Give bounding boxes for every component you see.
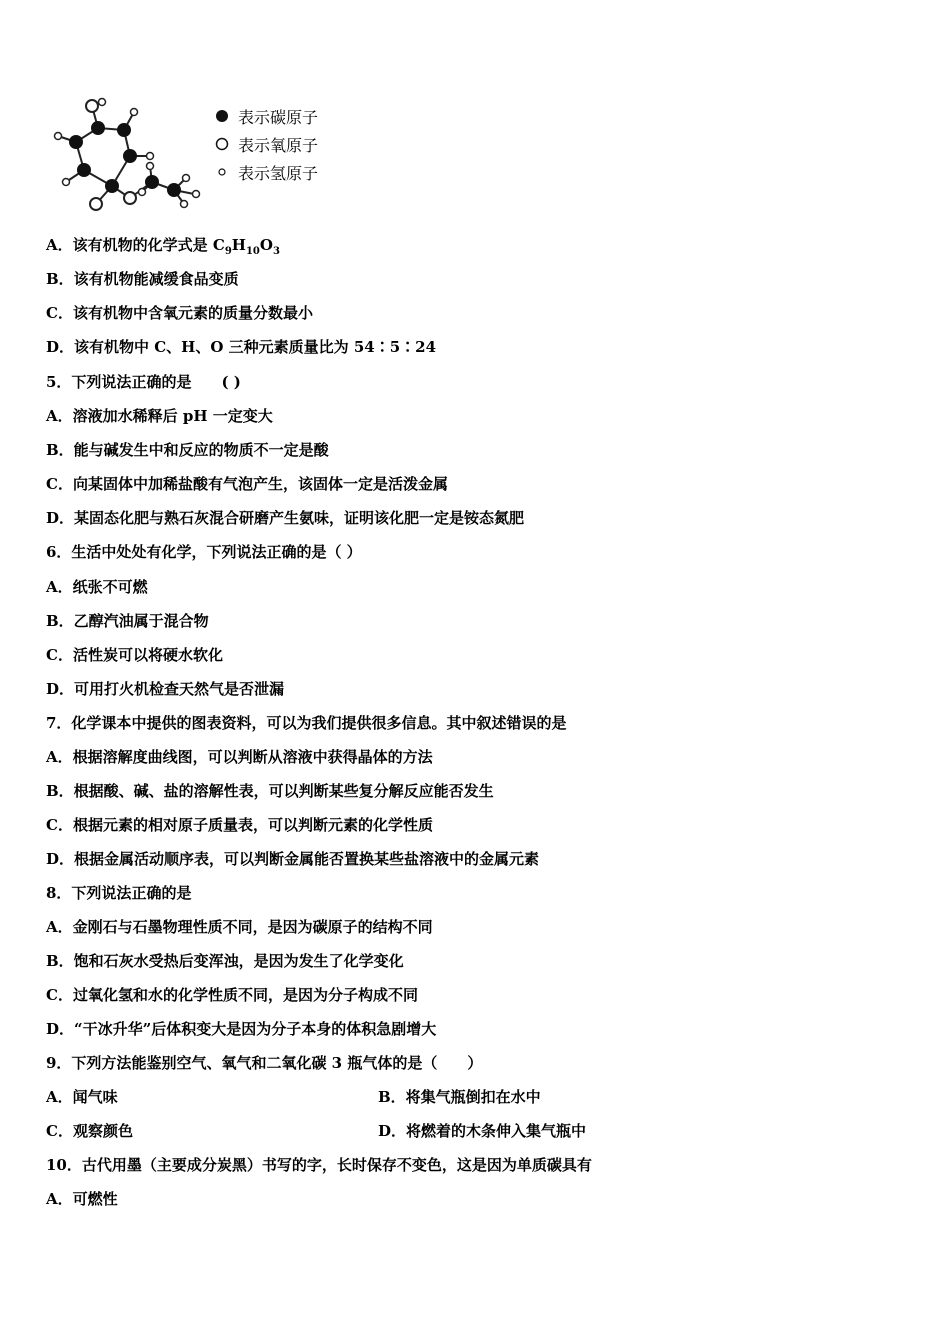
- q5-option-a: A．溶液加水稀释后 pH 一定变大: [46, 407, 273, 425]
- q5-option-c: C．向某固体中加稀盐酸有气泡产生，该固体一定是活泼金属: [46, 475, 448, 493]
- legend-label: 表示碳原子: [238, 107, 319, 127]
- small-circle-icon: [214, 165, 230, 179]
- q9-option-b: B．将集气瓶倒扣在水中: [378, 1088, 541, 1106]
- q6-option-b: B．乙醇汽油属于混合物: [46, 612, 209, 630]
- q8-stem: 8．下列说法正确的是: [46, 884, 192, 902]
- q8-option-a: A．金刚石与石墨物理性质不同，是因为碳原子的结构不同: [46, 918, 433, 936]
- q7-stem: 7．化学课本中提供的图表资料，可以为我们提供很多信息。其中叙述错误的是: [46, 714, 567, 732]
- legend-item-carbon: [214, 102, 318, 130]
- q6-option-d: D．可用打火机检查天然气是否泄漏: [46, 680, 285, 698]
- q5-option-b: B．能与碱发生中和反应的物质不一定是酸: [46, 441, 329, 459]
- q6-stem: 6．生活中处处有化学，下列说法正确的是（ ）: [46, 543, 362, 561]
- q10-stem: 10．古代用墨（主要成分炭黑）书写的字，长时保存不变色，这是因为单质碳具有: [46, 1156, 592, 1174]
- legend-label: 表示氧原子: [238, 135, 319, 155]
- q7-option-c: C．根据元素的相对原子质量表，可以判断元素的化学性质: [46, 816, 433, 834]
- q8-option-c: C．过氧化氢和水的化学性质不同，是因为分子构成不同: [46, 986, 418, 1004]
- q7-option-a: A．根据溶解度曲线图，可以判断从溶液中获得晶体的方法: [46, 748, 433, 766]
- legend-item-oxygen: [214, 130, 318, 158]
- q9-option-c: C．观察颜色: [46, 1122, 133, 1140]
- filled-circle-icon: [214, 109, 230, 123]
- q9-stem: 9．下列方法能鉴别空气、氧气和二氧化碳 3 瓶气体的是（ ）: [46, 1054, 483, 1072]
- q6-option-a: A．纸张不可燃: [46, 578, 148, 596]
- q4-option-a: A．该有机物的化学式是 $C_9H_{10}O_3$: [46, 236, 280, 257]
- q10-option-a: A．可燃性: [46, 1190, 118, 1208]
- q4-option-b: B．该有机物能减缓食品变质: [46, 270, 239, 288]
- q5-option-d: D．某固态化肥与熟石灰混合研磨产生氨味，证明该化肥一定是铵态氮肥: [46, 509, 525, 527]
- q4-option-d: D．该有机物中 C、H、O 三种元素质量比为 54∶5∶24: [46, 338, 437, 356]
- q5-stem: 5．下列说法正确的是 ( ): [46, 373, 241, 391]
- molecule-structure-figure: [44, 94, 224, 218]
- q8-option-d: D．“干冰升华”后体积变大是因为分子本身的体积急剧增大: [46, 1020, 437, 1038]
- q6-option-c: C．活性炭可以将硬水软化: [46, 646, 223, 664]
- legend-label: 表示氢原子: [238, 163, 319, 183]
- open-circle-icon: [214, 137, 230, 151]
- legend-item-hydrogen: [214, 158, 318, 186]
- q7-option-d: D．根据金属活动顺序表，可以判断金属能否置换某些盐溶液中的金属元素: [46, 850, 540, 868]
- q9-option-d: D．将燃着的木条伸入集气瓶中: [378, 1122, 587, 1140]
- q4-option-c: C．该有机物中含氧元素的质量分数最小: [46, 304, 313, 322]
- atom-legend: [214, 102, 318, 186]
- q8-option-b: B．饱和石灰水受热后变浑浊，是因为发生了化学变化: [46, 952, 404, 970]
- q7-option-b: B．根据酸、碱、盐的溶解性表，可以判断某些复分解反应能否发生: [46, 782, 494, 800]
- q9-option-a: A．闻气味: [46, 1088, 118, 1106]
